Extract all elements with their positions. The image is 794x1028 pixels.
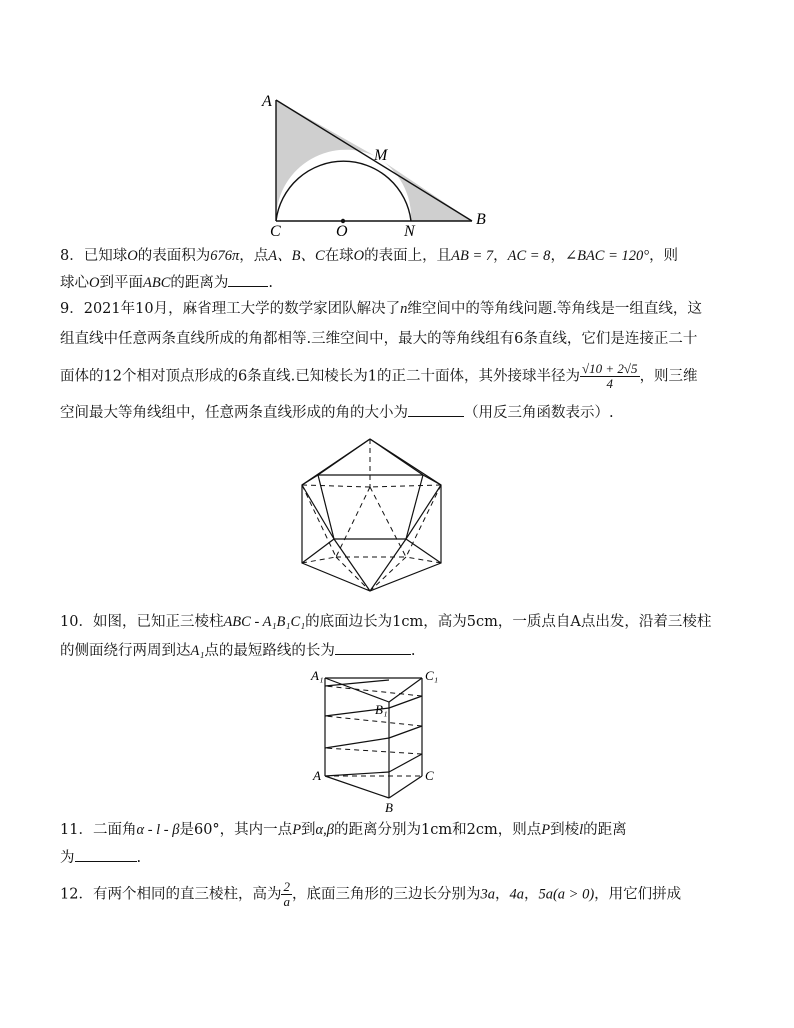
q9-line2: 组直线中任意两条直线所成的角都相等.三维空间中，最大的等角线组有6条直线，它们是连接正二十 bbox=[60, 331, 698, 347]
label-B: B bbox=[476, 211, 486, 228]
answer-blank-q11[interactable] bbox=[75, 847, 137, 862]
q10-line1: 10．如图，已知正三棱柱ABC - A₁B₁C₁的底面边长为1cm，高为5cm，一质点自A点出发，沿着三棱柱 bbox=[60, 614, 712, 630]
answer-blank-q8[interactable] bbox=[228, 272, 268, 287]
label-A: A bbox=[262, 93, 272, 110]
q10-line2: 的侧面绕行两周到达A₁点的最短路线的长为 . bbox=[60, 640, 416, 661]
q8-line1: 8．已知球O的表面积为676π，点A、B、C在球O的表面上，且AB = 7，AC = 8，∠BAC = 120°，则 bbox=[60, 248, 679, 264]
q12-line1: 12．有两个相同的直三棱柱，高为 $\frac{2}{a}$ ，底面三角形的三边长分别为3a，4a，5a(a > 0)，用它们拼成 bbox=[60, 879, 682, 909]
label-C1: C₁ bbox=[425, 668, 439, 683]
label-C: C bbox=[270, 223, 281, 238]
label-C: C bbox=[425, 768, 434, 783]
label-O: O bbox=[336, 223, 348, 238]
icosahedron-figure bbox=[298, 435, 448, 595]
q9-line4: 空间最大等角线组中，任意两条直线形成的角的大小为 （用反三角函数表示）. bbox=[60, 402, 614, 423]
height-fraction: $\frac{2}{a}$ bbox=[283, 879, 290, 909]
label-B1: B₁ bbox=[375, 702, 388, 717]
q11-line2: 为 . bbox=[60, 847, 141, 868]
q8-line2: 球心O到平面ABC的距离为 . bbox=[60, 272, 273, 293]
answer-blank-q9[interactable] bbox=[408, 402, 464, 417]
label-M: M bbox=[374, 147, 388, 164]
q9-line3: 面体的12个相对顶点形成的6条直线.已知棱长为1的正二十面体，其外接球半径为 $\frac{√10 + 2√5}{4}$ ，则三维 bbox=[60, 361, 698, 391]
shaded-region bbox=[276, 100, 375, 221]
triangle-semicircle-figure bbox=[250, 88, 510, 238]
answer-blank-q10[interactable] bbox=[335, 640, 411, 655]
label-N: N bbox=[404, 223, 415, 238]
label-A: A bbox=[313, 768, 321, 783]
label-A1: A₁ bbox=[311, 668, 324, 683]
triangular-prism-figure bbox=[305, 666, 455, 814]
circumradius-fraction: $\frac{√10 + 2√5}{4}$ bbox=[582, 361, 638, 391]
q11-line1: 11．二面角α - l - β是60°，其内一点P到α,β的距离分别为1cm和2cm，则点P到棱l的距离 bbox=[60, 822, 627, 838]
label-B: B bbox=[385, 800, 393, 814]
q9-line1: 9．2021年10月，麻省理工大学的数学家团队解决了n维空间中的等角线问题.等角线是一组直线，这 bbox=[60, 301, 702, 317]
